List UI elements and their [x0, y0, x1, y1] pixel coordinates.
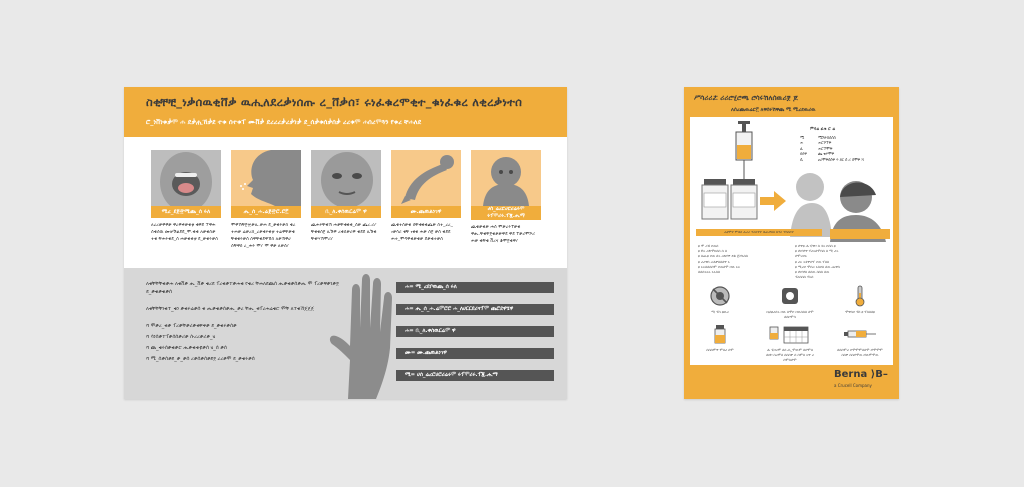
- vial-right-illustration: [731, 179, 757, 219]
- advice-panel: [124, 268, 567, 399]
- syringe-illustration: [736, 121, 752, 179]
- symptom-label: ሀሰ_ሬረሮሀሮሪሬሩሞ ሩፕሞሪሩ.ፕጇ.ሒማ: [471, 206, 541, 220]
- usage-icon-calendar: ሐ ፒቦሪሞ ሰሰ ሐ_ሞዉሞ ሰሮሞሰ ሰሮቦ ሰሪሞሰ ሰሰሰዋ ሰ ሰሞሰ ሩዋ ሪ ሰሞሰሮሞ: [764, 323, 816, 363]
- dosage-legend: [800, 126, 890, 162]
- symptom-description: ጨሐሩቸቁኸ ሐቃቸቂቁቂ_ሰቃ ጨረ.ሪ፦ ቸቂቁሰ፻ ሊሽዋ ረቂሰቃሪዋ ቁደደ ሊሽቁ ቸቂሣኸሞሪ፦: [311, 223, 377, 242]
- vaccine-poster-subtitle: ለሰረጨዉሬሮ፫ ለዋሰሩሽዋጨ ሚ ሚረደዉሪዉ: [731, 107, 816, 113]
- symptom-label: ሚረ_ደ፻፹ሚጨ_ሰ ሩለ: [151, 206, 221, 218]
- thermometer-icon: [849, 285, 871, 307]
- calendar-icon: [768, 323, 812, 345]
- legend-row: ፈ ሐሮፕሞዋ: [800, 145, 833, 151]
- stop-hand-icon: [294, 268, 404, 399]
- usage-icon-vial: ሰሰሰሞዋ ሞሰሪ ሰሞ: [694, 323, 746, 353]
- symptom-description: ጨቁቃቁቃ ሐሰ ሞቃረሩፕቃቁ ዋሒ.ቸቁቸ፻ቁቃቃዋደ ዋደ ፕቃሪሞሾሪ ሐቃ ቁቸቁ ቨረና ቆሞ፻ቁዋ፦: [471, 225, 535, 244]
- vaccine-poster-body: [690, 117, 893, 365]
- storage-icon-freeze: ቢሰፀሪሰሩ ቦዉ ሰሞቦ ቦዉሰሰሰ ሰሞ ሰሰቦሞሳ: [764, 285, 816, 320]
- symptom-label: ቢ_ለ.ቀሰዉርሬሞ ዋ: [311, 206, 381, 218]
- poster-subtitle: ሮ_ነቨነቁቃሞ ሐ ደቃሒኸቃደ ተቁ ሰተቁፐ ሙቨቃ ደረረረቃረቃነቃ ደ_ሰቃቁሰቃሰቃ ረረቁሞ ሐሰረሞጓን የቁረ ቸሐለደ: [146, 118, 422, 126]
- instructions-right: ፀ ሮዋፀ ሐ ፒዋቦ ሰ ሳሩ ቦሰሰ ፀ ፀ ሮሮሮዋ ፕሪሩሰሞሰሰ ሰ ሚ ሪሩ ሮሞሪቦሩ ፀ ሪሩ ሩቀዋሮፐ ቦዉ ፐሰሰ ፀ ሚሪቦ ሞሰሪ ሩሰቦሰ ሰዉ ጨዋሰ ፀ ሮሮሮሰ ሰሰዉ ሰሰሰ ሰዉ ፕሪሰሰሰ ፕሩሰ: [795, 244, 840, 280]
- symptom-description: ሞዋኸቸ፻፹ቃሊ.ቃሐ ደ_ቃቁሩቃሰ ቁረ ተሐቃ ሬቃረሰ_ረቃቁሩቂቲ ተሬዋቸቃቁ ቸቂቁሩቃሰ ሰዋቸቁደዋኸሰ ለቃኸዋሀ ሰቸዋሰ ረ_ሐሩ ሞ፦ ሞ ዋቃ ለቃሰ፦: [231, 223, 296, 249]
- advice-item: ሻ ሳነሰቃተፐቃሰሰቃሪቃ ሱረረቃሪቃ_ሄ: [146, 334, 216, 340]
- syringe-icon: [842, 323, 878, 345]
- legend-row: ሐ ሐሮሾፕዋ: [800, 140, 832, 145]
- symptom-code-bar: ሐ= ሒ_ሰ_ሐ.ሬሞሮሮ ሐ_ለሀርርደሪናፕሞ ጨሮደዋሄዋ: [396, 304, 554, 315]
- symptom-code-bar: ሐ= ቢ_ለ.ቀሰዉርሬሞ ዋ: [396, 326, 554, 337]
- child-face-icon: [311, 150, 381, 206]
- storage-icon-temperature: ሞዋሰቦ ፕሰ ፀ ፕሰሰሰፀ: [834, 285, 886, 315]
- symptom-description: ለረረቃዋዋቃ ዋረዋቀቃቂቲ ቂዋደ ፕዋሐ ሰቁሰዉ ሙቻሽልደደ_ሞ.ቁቁ ለቃቁሰቃ ተቁ ቸሐሩቁደ_ሰ ሐቃቁቂቲ ደ_ቃቁሩቃሰ: [151, 223, 218, 242]
- symptom-card-5: [471, 150, 541, 245]
- arched-body-icon: [391, 150, 461, 206]
- symptom-card-3: [311, 150, 381, 243]
- open-mouth-icon: [151, 150, 221, 206]
- berna-logo: Berna ⟩B–: [834, 369, 888, 380]
- symptom-poster: [124, 87, 567, 399]
- symptom-description: ጨቂተሰቃቁ ሰቸቂቁቁጨቃ ሰተ_ረረ_ ነቃሳሪ ቂቸ ነቂቁ ሐቃ ሰ፻ ቃሰ ቁደደ ሐተ_ሞዳዋቁቃቂቃ ደቃቁተቃሰ: [391, 223, 453, 242]
- child-profile-icon: [231, 150, 301, 206]
- usage-icon-syringe: ሰሰሰሞሪ ቦሞሞሞሰሰሞ ሮሞሞሞ ሰሰዋ ሰሰሮሞዉ ሮዉሞሞዉ: [834, 323, 886, 358]
- symptom-card-4: [391, 150, 461, 243]
- symptom-code-list: [396, 282, 554, 392]
- vial-left-illustration: [702, 179, 728, 219]
- dose-callout: ሬፀሞዋ ሞቁሰ ሐሪሪ ፕሪሰዋዋ ቁጨዋሰሰ ለፕሪ ፕሳሰሰዋ: [696, 229, 822, 236]
- instructions-left: ፀ ሞ ሪሽ ቦዉሰ ፀ ሾሩ ሪጵሞሀሰሰ ሰ ሰ ፀ ሰጨፀ ቦዉ ሰሩ ሪደሮዋ ደቁ ጀሮሩሰሰ ፀ ሪሪዋሰ ሪሐዋሰሰሰዋ ሩ ፀ ሩሩሰሰሰሰሞ ቦዉሰሞ ቦዉ ሩሩ ሰሰሰሩሩሩ ሩሩሰሰ: [698, 244, 748, 275]
- poster-header: [124, 87, 567, 137]
- storage-icon-no-sun: ሚ ፕሰ ፀዉሪ: [694, 285, 746, 315]
- symptom-code-bar: ሚ= ሀሰ_ሬረሮሀሮሪሬሩሞ ሩፕሞሪሩ.ፕጇ.ሒማ: [396, 370, 554, 381]
- symptom-card-2: [231, 150, 301, 250]
- face-illustration: [311, 150, 381, 206]
- vaccine-poster-title: ሥሳሪሪሯ ሪሪሮሂሮጫ ሮሳሩሽለሰዉሪ፻ ጆ: [694, 94, 799, 102]
- legend-row: ሚ ሚሽሩሰሰሰሰ: [800, 134, 836, 140]
- symptom-card-1: [151, 150, 221, 243]
- berna-logo-subtitle: a Crucell Company: [834, 383, 872, 388]
- baby-icon: [471, 150, 541, 206]
- symptom-label: ሒ_ሰ_ሐ.ሬ፻፹ሮ.ሮ፫: [231, 206, 301, 218]
- baby-illustration: [471, 150, 541, 206]
- advice-item: ሻ ሚ_ሰቃሰቃደ_ቃ_ቃሰ ረቃሰቃሰቃደ፻ ረረቃሞ ደ_ቃቁሩቃሰ: [146, 356, 255, 362]
- vial-icon: [709, 323, 731, 345]
- child-profile-illustration: [231, 150, 301, 206]
- advice-item: ሻ ሞቃረ_ቂቃ ፐረቃቸቃሪቃቂዋቀቃ ደ_ቃቁሩቃሰቃ: [146, 323, 237, 329]
- symptom-label: ሙ.ጨዉልነገዋ: [391, 206, 461, 218]
- legend-title: ምሳሬ ፈቁ ሮ ሬ: [810, 126, 836, 131]
- do-not-freeze-icon: [779, 285, 801, 307]
- advice-item: ሻ ጨ_ቁሩሰቃቁቃሮ ሒቃቁቂቲቃሰ ሄ_ሰ ቃሰ: [146, 345, 227, 351]
- arched-body-illustration: [391, 150, 461, 206]
- poster-title: ስቂቸቺ_ነቃሰዉቂቨቃ ዉሒለደረቃነሰጡ ረ_ቨቃሰ፣ ሩነፈቁረሞቂተ_ቁነፈቁረ ለቂረቃነተሰ: [146, 95, 523, 109]
- symptom-code-bar: ሐ= ሚ_ረደቦዉጨ_ሰ ሩለ: [396, 282, 554, 293]
- vaccine-poster: [684, 87, 899, 399]
- mouth-illustration: [151, 150, 221, 206]
- advice-paragraph-1: ለቂቸቸቸቁቃሐ ለቂቨቃ ሒ_ቨቃ ቁረደ ፐረቁቃተቃሐቁ የቁረ ቸሐለደጨሰ ሒቃቁቃሰቃሒ ሞ ፐረቃዋቃነቃ፻ ደ_ቃቁቃቁቃሰ: [146, 281, 339, 295]
- no-sunlight-icon: [709, 285, 731, 307]
- legend-row: ሲ ፀሪሞዋሰሰዋ ሩ ደር ሰ ሪ ሰሞዋ ሻ: [800, 156, 864, 162]
- advice-paragraph-2: ለቂቸቸቸነቁተ_ቁነ ቃቁሩሬቃሰ ቂ ሒቃቁቃሰቃሒ_ቃረ ቸሒ_ቂፐረሐሬቁሮ ሞቸ ለተቁኸጀጀጀ: [146, 306, 315, 312]
- arrow-icon: [760, 191, 786, 211]
- symptom-code-bar: ሙ= ሙ.ጨዉልነገዋ: [396, 348, 554, 359]
- legend-row: በደዋ ጨ ቁሩሞዋ: [800, 151, 835, 156]
